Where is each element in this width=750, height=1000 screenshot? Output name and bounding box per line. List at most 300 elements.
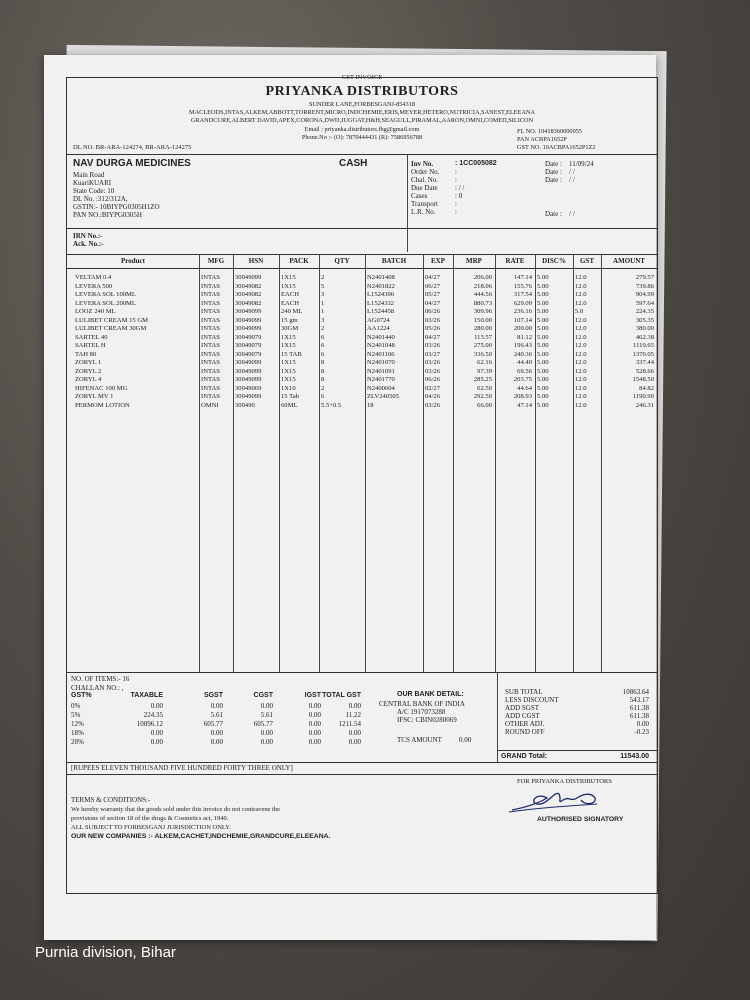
table-cell: INTAS [201,376,220,383]
table-cell: SARTEL H [75,342,106,349]
challan-number: CHALLAN NO.: , [71,684,124,692]
table-cell: INTAS [201,316,220,324]
buyer-state: State Code: 10 [73,187,115,195]
table-cell: LULIBET CREAM 30GM [75,325,147,332]
table-cell: INTAS [201,367,220,375]
table-cell: 12.0 [575,333,587,341]
table-cell: 15 Tab [281,393,299,400]
chal-value: : [455,176,457,184]
table-cell: 246.31 [635,401,654,409]
tcs-label: TCS AMOUNT [397,736,442,744]
dl-number: DL NO. BR-ARA-124274, BR-ARA-124275 [73,144,192,151]
table-cell: 12.0 [575,299,587,307]
grand-total-value: 11543.00 [620,753,649,760]
gst-cell: SGST [203,692,223,699]
table-cell: 12.0 [575,376,587,383]
table-cell: 5.00 [537,282,549,290]
table-cell: 5.00 [537,359,549,366]
table-cell: 44.64 [517,384,532,392]
due-label: Due Date [411,184,438,192]
total-label: SUB TOTAL [505,688,543,696]
gst-cell: 0.00 [260,738,273,746]
pan-number: PAN ACBPA1652P [517,136,567,143]
bank-title: OUR BANK DETAIL: [397,691,464,698]
gst-cell: 0.00 [308,720,321,728]
table-cell: 30049099 [235,316,262,324]
table-cell: 6 [321,393,325,400]
cases-value: : 0 [455,192,463,200]
gst-cell: 0.00 [308,738,321,746]
invoice-frame [66,74,658,894]
invoice-type: GST INVOICE [341,74,383,81]
gst-cell: 0.00 [348,702,361,710]
gst-cell: 0.00 [308,711,321,719]
table-cell: INTAS [201,342,220,349]
table-cell: 02/27 [425,384,441,392]
table-cell: 5.00 [537,325,549,332]
table-cell: 03/26 [425,359,441,366]
table-cell: 15 gm [281,316,298,324]
table-cell: N2400604 [367,384,395,392]
table-cell: 5 [321,282,325,290]
table-cell: 62.50 [477,384,492,392]
table-cell: 12.0 [575,325,587,332]
lr-label: L.R. No. [411,208,436,216]
table-cell: 47.14 [517,401,532,409]
table-cell: 1X15 [281,282,296,290]
buyer-gstin: GSTIN:- 10BIYPG0305H1ZO [73,203,160,211]
table-cell: INTAS [201,384,220,392]
gst-number: GST NO. 10ACBPA1652P1Z2 [517,144,596,151]
distributor-email: Email : priyanka.distributors.fbg@gmail.com [304,126,420,133]
terms-line-2: provisions of section 18 of the drugs & Cosmetics act, 1940. [71,815,229,822]
table-cell: 739.86 [635,282,654,290]
new-companies: OUR NEW COMPANIES :- ALKEM,CACHET,INDCHEMIE,GRANDCURE,ELEEANA. [71,833,331,840]
table-cell: 880.73 [473,299,492,307]
column-header: Product [121,257,145,265]
divider [67,154,657,155]
table-cell: 15 TAB [281,350,302,358]
total-value: 0.00 [636,720,649,728]
table-cell: 147.14 [513,274,532,281]
table-cell: 309.96 [473,308,492,315]
payment-mode: CASH [339,158,368,169]
table-cell: VELTAM 0.4 [75,274,112,281]
table-cell: 5.00 [537,342,549,349]
table-cell: 196.43 [513,342,532,349]
table-cell: 12.0 [575,359,587,366]
table-cell: 337.44 [635,359,654,366]
invoice-date: 11/09/24 [569,160,594,168]
table-cell: 317.54 [513,291,532,298]
gst-cell: IGST [304,692,321,699]
total-label: ROUND OFF [505,728,545,736]
table-cell: 1X10 [281,384,296,392]
buyer-line-2: KuariKUARI [73,179,112,187]
table-cell: 62.16 [477,359,492,366]
for-firm: FOR PRIYANKA DISTRIBUTORS [517,778,612,785]
buyer-pan: PAN NO.:BIYPG0305H [73,211,142,219]
column-header: PACK [289,257,309,265]
table-cell: 30049099 [235,274,262,281]
table-cell: PERMOM LOTION [75,401,130,409]
due-value: : / / [455,184,465,192]
gst-cell: 605.77 [203,720,223,728]
order-label: Order No. [411,168,440,176]
divider [67,228,657,229]
table-cell: 12.0 [575,393,587,400]
column-header: MRP [466,257,482,265]
table-cell: 528.66 [635,367,654,375]
chal-date: / / [569,176,575,184]
table-cell: 1 [321,299,325,307]
table-cell: INTAS [201,333,220,341]
table-cell: 1 [321,308,325,315]
table-cell: N2401048 [367,342,395,349]
table-cell: 206.00 [473,274,492,281]
table-cell: INTAS [201,291,220,298]
irn-label: IRN No.:- [73,232,103,240]
divider [497,672,498,762]
table-cell: 300490 [235,401,255,409]
table-cell: 240.36 [513,350,532,358]
table-cell: 30049079 [235,350,262,358]
divider [67,762,657,763]
table-cell: INTAS [201,359,220,366]
total-label: ADD CGST [505,712,540,720]
table-cell: 30049079 [235,333,262,341]
transport-label: Transport [411,200,438,208]
table-cell: 1X15 [281,367,296,375]
table-cell: 1548.50 [632,376,654,383]
table-cell: 3 [321,291,325,298]
column-header: DISC% [542,257,566,265]
table-cell: 03/26 [425,316,441,324]
table-cell: 06/26 [425,376,441,383]
table-cell: INTAS [201,274,220,281]
table-cell: 2 [321,325,325,332]
total-label: LESS DISCOUNT [505,696,559,704]
divider [67,672,657,673]
gst-cell: 0.00 [210,738,223,746]
table-cell: 84.82 [639,384,654,392]
authorised-signatory: AUTHORISED SIGNATORY [537,816,624,823]
table-cell: 5.00 [537,291,549,298]
table-cell: 5.00 [537,384,549,392]
gst-cell: 0.00 [150,702,163,710]
table-cell: 1X15 [281,376,296,383]
table-cell: ZORYL 1 [75,359,102,366]
table-cell: LEVERA 500 [75,282,113,290]
terms-line-3: ALL SUBJECT TO FORBESGANJ JURISDICTION ONLY. [71,824,231,831]
table-cell: 305.35 [635,316,654,324]
gst-cell: 0.00 [260,702,273,710]
column-header: GST [579,257,594,265]
table-cell: 30049082 [235,282,262,290]
table-cell: 1190.90 [632,393,654,400]
table-cell: 380.00 [635,325,654,332]
table-cell: 6 [321,342,325,349]
table-cell: 03/27 [425,350,441,358]
gst-cell: CGST [253,692,273,699]
chal-label: Chal. No. [411,176,439,184]
gst-cell: 18% [71,729,84,737]
date-label: Date : [545,176,562,184]
table-cell: 30049099 [235,359,262,366]
terms-title: TERMS & CONDITIONS:- [71,796,151,804]
table-cell: 8 [321,359,325,366]
table-cell: 03/26 [425,367,441,375]
gst-cell: 0.00 [150,729,163,737]
table-cell: 5.00 [537,299,549,307]
table-cell: 30049099 [235,367,262,375]
amount-in-words: [RUPEES ELEVEN THOUSAND FIVE HUNDRED FORTY THREE ONLY] [71,764,293,772]
column-header: RATE [505,257,525,265]
tcs-value: 0.00 [459,736,472,744]
table-cell: 3 [321,316,325,324]
table-cell: 03/26 [425,401,441,409]
table-cell: 6 [321,333,325,341]
table-cell: 81.12 [517,333,532,341]
table-cell: AA1224 [367,325,390,332]
table-cell: ZORYL MV 1 [75,393,114,400]
gst-cell: 1211.54 [338,720,361,728]
gst-cell: TOTAL GST [322,692,361,699]
table-cell: INTAS [201,308,220,315]
table-cell: 30GM [281,325,299,332]
distributor-address: SUNDER LANE,FORBESGANJ-854318 [308,101,415,108]
gst-cell: TAXABLE [130,692,163,699]
table-cell: 5.00 [537,316,549,324]
total-value: 611.38 [630,704,649,712]
table-cell: 05/27 [425,291,441,298]
table-cell: INTAS [201,325,220,332]
gst-cell: 10096.12 [136,720,163,728]
table-cell: 444.56 [473,291,492,298]
table-cell: N2401408 [367,274,395,281]
table-cell: 285.25 [473,376,492,383]
table-cell: 30049099 [235,393,262,400]
table-cell: 04/27 [425,299,441,307]
table-cell: LULIBET CREAM 15 GM [75,316,148,324]
gst-cell: 224.35 [143,711,163,719]
lr-value: : [455,208,457,216]
table-cell: AG0724 [367,316,390,324]
gst-cell: 11.22 [345,711,361,719]
divider [407,154,408,252]
table-cell: ZORYL 2 [75,367,102,375]
table-cell: ZLV240505 [367,393,399,400]
table-cell: 200.00 [513,325,532,332]
table-cell: 292.50 [473,393,492,400]
column-header: QTY [334,257,350,265]
total-label: ADD SGST [505,704,540,712]
table-cell: 30049069 [235,384,262,392]
table-cell: HIFENAC 100 MG [75,384,128,392]
table-cell: N2401770 [367,376,395,383]
table-cell: 97.39 [477,367,492,375]
table-cell: 30049099 [235,325,262,332]
terms-line-1: We hereby warranty that the goods sold under this invoice do not contravene the [71,806,281,813]
table-cell: N2401070 [367,359,395,366]
gst-cell: 5.61 [260,711,273,719]
gst-cell: 0% [71,702,81,710]
table-cell: 113.57 [474,333,492,341]
table-cell: 224.35 [635,308,654,315]
table-cell: 06/27 [425,282,441,290]
table-cell: 69.56 [517,367,532,375]
gst-cell: 0.00 [308,729,321,737]
table-cell: TAH 80 [75,350,97,358]
table-cell: 12.0 [575,274,587,281]
items-table [67,254,657,672]
table-cell: 5.00 [537,401,549,409]
table-cell: L1524396 [367,291,395,298]
table-cell: 2 [321,274,325,281]
table-cell: 5.5+0.5 [321,401,342,409]
table-cell: 218.06 [473,282,492,290]
buyer-name: NAV DURGA MEDICINES [73,158,191,169]
table-cell: 66.00 [477,401,492,409]
table-cell: 05/26 [425,325,441,332]
fl-number: FL NO. 10418360000055 [517,128,583,135]
table-cell: ZORYL 4 [75,376,102,383]
table-cell: 5.00 [537,350,549,358]
table-cell: 904.99 [635,291,654,298]
date-label: Date : [545,210,562,218]
gst-cell: 0.00 [210,702,223,710]
table-cell: LEVERA SOL 200ML [75,299,136,307]
date-label: Date : [545,160,562,168]
bank-account: A/C 1917073288 [397,708,446,716]
table-cell: N2401440 [367,333,395,341]
table-cell: 240 ML [281,308,303,315]
table-cell: LOOZ 240 ML [75,308,116,315]
table-cell: 03/26 [425,342,441,349]
total-label: OTHER ADJ. [505,720,545,728]
total-value: 543.17 [629,696,649,704]
table-cell: 60ML [281,401,298,409]
table-cell: INTAS [201,393,220,400]
divider [497,750,657,751]
grand-total-label: GRAND Total: [501,753,548,760]
table-cell: 275.00 [473,342,492,349]
gst-cell: 0.00 [150,738,163,746]
table-cell: 280.00 [473,325,492,332]
gst-cell: 605.77 [253,720,273,728]
brands-line-2: GRANDCURE,ALBERT DAVID,APEX,CORONA,DWD,JUGGAT,H&H,SEAGULL,PIRAMAL,AARON,OMNI,COMED,SILICON [190,117,534,124]
table-row [67,402,657,411]
bank-ifsc: IFSC: CBIN0280069 [397,716,457,724]
buyer-dl: DL No. :312/312A, [73,195,128,203]
table-cell: 5.00 [537,393,549,400]
table-cell: L1524332 [367,299,395,307]
table-cell: N2401822 [367,282,395,290]
brands-line-1: MACLEODS,INTAS,ALKEM,ABBOTT,TORRENT,MICRO,INDCHEMIE,ERIS,MEYER,HETERO,NUTRICIA,SANEST,ELEEANA [188,109,536,116]
inv-label: Inv No. [411,160,434,168]
table-cell: EACH [281,291,299,298]
table-cell: 150.00 [473,316,492,324]
table-cell: 8 [321,367,325,375]
bank-name: CENTRAL BANK OF INDIA [379,700,465,708]
table-cell: 1X15 [281,359,296,366]
table-cell: 30049082 [235,291,262,298]
table-cell: 1X15 [281,342,296,349]
location-watermark: Purnia division, Bihar [35,944,176,961]
table-cell: 12.0 [575,282,587,290]
table-cell: 5.00 [537,274,549,281]
table-cell: 12.0 [575,350,587,358]
gst-cell: 28% [71,738,84,746]
table-cell: 1X15 [281,274,296,281]
transport-value: : [455,200,457,208]
cases-label: Cases [411,192,428,200]
gst-cell: 0.00 [348,729,361,737]
table-cell: INTAS [201,350,220,358]
table-cell: 12.0 [575,384,587,392]
inv-value: : 1CC005082 [455,160,497,167]
date-label: Date : [545,168,562,176]
table-cell: 279.57 [635,274,654,281]
gst-cell: GST% [71,692,92,699]
order-date: / / [569,168,575,176]
gst-cell: 0.00 [308,702,321,710]
table-cell: N2401091 [367,367,395,375]
table-cell: 30049099 [235,376,262,383]
column-header: EXP [431,257,445,265]
table-cell: 2 [321,384,325,392]
total-value: 10863.64 [622,688,649,696]
table-cell: 629.09 [513,299,532,307]
table-cell: LEVERA SOL 100ML [75,291,136,298]
table-cell: 30049099 [235,308,262,315]
table-cell: 8 [321,376,325,383]
table-cell: 5.00 [537,367,549,375]
table-cell: SARTEL 40 [75,333,108,341]
table-cell: 04/27 [425,274,441,281]
table-cell: 5.00 [537,333,549,341]
gst-cell: 0.00 [348,738,361,746]
table-cell: 5.0 [575,308,584,315]
ack-label: Ack. No.:- [73,240,104,248]
column-header: AMOUNT [613,257,645,265]
table-cell: 1119.65 [633,342,654,349]
lr-date: / / [569,210,575,218]
table-cell: 462.38 [635,333,654,341]
order-value: : [455,168,457,176]
table-cell: 1X15 [281,333,296,341]
divider [67,268,657,269]
table-cell: 336.50 [473,350,492,358]
column-header: MFG [207,257,225,265]
table-cell: 44.40 [517,359,532,366]
table-cell: OMNI [201,401,219,409]
divider [67,774,657,775]
table-cell: 203.75 [513,376,532,383]
table-cell: 04/26 [425,393,441,400]
table-cell: 04/27 [425,333,441,341]
table-cell: EACH [281,299,299,307]
buyer-line-1: Main Road [73,171,105,179]
total-value: 611.38 [630,712,649,720]
gst-cell: 5.61 [210,711,223,719]
table-cell: 236.16 [513,308,532,315]
column-header: HSN [248,257,264,265]
table-cell: INTAS [201,282,220,290]
total-value: -0.23 [634,728,649,736]
table-cell: 208.93 [513,393,532,400]
items-count: NO. OF ITEMS:- 16 [71,675,130,683]
